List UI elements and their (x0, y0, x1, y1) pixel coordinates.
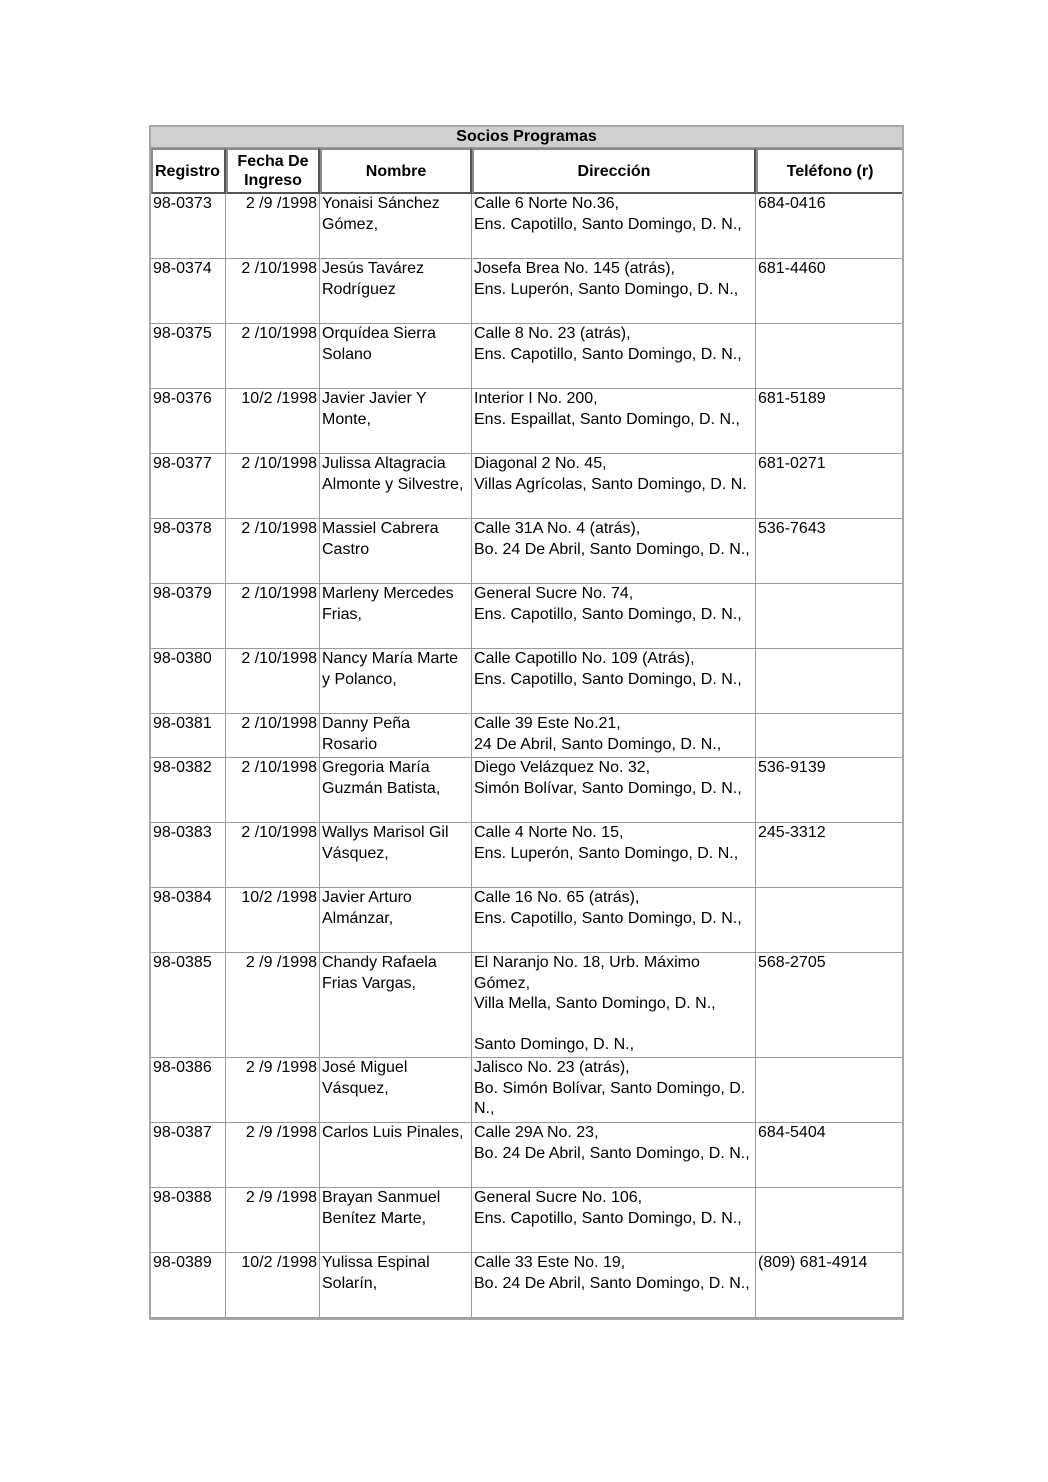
direccion-line-1: Calle 16 No. 65 (atrás), (474, 889, 640, 907)
table-row (151, 259, 902, 324)
cell-telefono (756, 714, 902, 758)
cell-nombre: Wallys Marisol Gil Vásquez, (320, 823, 472, 888)
direccion-line-2: Simón Bolívar, Santo Domingo, D. N., (474, 779, 742, 797)
cell-direccion (472, 888, 756, 953)
direccion-line-1: Diagonal 2 No. 45, (474, 455, 607, 473)
direccion-line-2: Villas Agrícolas, Santo Domingo, D. N. (474, 475, 747, 493)
direccion-line-2: Ens. Luperón, Santo Domingo, D. N., (474, 280, 739, 298)
cell-telefono: 681-5189 (756, 389, 902, 454)
cell-fecha-ingreso: 2 /10/1998 (226, 823, 320, 888)
cell-registro: 98-0389 (151, 1253, 226, 1318)
table-row (151, 1058, 902, 1123)
table-row (151, 823, 902, 888)
cell-nombre: Nancy María Marte y Polanco, (320, 649, 472, 714)
cell-registro: 98-0381 (151, 714, 226, 758)
cell-direccion (472, 454, 756, 519)
cell-telefono: 568-2705 (756, 953, 902, 1058)
cell-nombre: Gregoria María Guzmán Batista, (320, 758, 472, 823)
direccion-line-2: Villa Mella, Santo Domingo, D. N., (474, 995, 716, 1013)
table-title: Socios Programas (151, 127, 902, 148)
cell-registro: 98-0387 (151, 1123, 226, 1188)
direccion-line-2: Ens. Capotillo, Santo Domingo, D. N., (474, 670, 742, 688)
header-telefono: Teléfono (r) (756, 148, 902, 194)
cell-fecha-ingreso: 2 /9 /1998 (226, 1058, 320, 1123)
direccion-line-2: Bo. 24 De Abril, Santo Domingo, D. N., (474, 1274, 750, 1292)
cell-nombre: José Miguel Vásquez, (320, 1058, 472, 1123)
cell-nombre: Brayan Sanmuel Benítez Marte, (320, 1188, 472, 1253)
cell-registro: 98-0375 (151, 324, 226, 389)
cell-direccion (472, 1253, 756, 1318)
cell-fecha-ingreso: 2 /10/1998 (226, 649, 320, 714)
direccion-line-1: Calle 29A No. 23, (474, 1124, 599, 1142)
cell-direccion (472, 194, 756, 259)
table-row (151, 324, 902, 389)
table-row (151, 194, 902, 259)
table-row (151, 758, 902, 823)
cell-fecha-ingreso: 10/2 /1998 (226, 888, 320, 953)
direccion-line-1: Interior I No. 200, (474, 390, 598, 408)
table-row (151, 953, 902, 1058)
cell-direccion (472, 649, 756, 714)
cell-fecha-ingreso: 2 /9 /1998 (226, 953, 320, 1058)
header-fecha-line2: Ingreso (244, 172, 302, 190)
cell-fecha-ingreso: 2 /9 /1998 (226, 1188, 320, 1253)
cell-nombre: Julissa Altagracia Almonte y Silvestre, (320, 454, 472, 519)
direccion-line-1: Diego Velázquez No. 32, (474, 759, 651, 777)
table-row (151, 389, 902, 454)
direccion-line-2: Ens. Capotillo, Santo Domingo, D. N., (474, 1209, 742, 1227)
direccion-line-2: Ens. Capotillo, Santo Domingo, D. N., (474, 605, 742, 623)
direccion-line-1: Calle 31A No. 4 (atrás), (474, 520, 641, 538)
direccion-line-2: Ens. Luperón, Santo Domingo, D. N., (474, 844, 739, 862)
cell-telefono: 536-9139 (756, 758, 902, 823)
direccion-line-1: Calle 4 Norte No. 15, (474, 824, 624, 842)
cell-telefono (756, 888, 902, 953)
cell-fecha-ingreso: 2 /10/1998 (226, 758, 320, 823)
cell-direccion (472, 714, 756, 758)
direccion-line-2: Ens. Capotillo, Santo Domingo, D. N., (474, 215, 742, 233)
cell-telefono: 681-4460 (756, 259, 902, 324)
cell-direccion (472, 259, 756, 324)
header-row (151, 148, 902, 194)
cell-nombre: Marleny Mercedes Frias, (320, 584, 472, 649)
direccion-line-2: Bo. Simón Bolívar, Santo Domingo, D. N., (474, 1079, 746, 1118)
table-row (151, 1123, 902, 1188)
cell-fecha-ingreso: 2 /10/1998 (226, 519, 320, 584)
cell-nombre: Danny Peña Rosario (320, 714, 472, 758)
header-fecha-line1: Fecha De (237, 153, 309, 171)
cell-nombre: Massiel Cabrera Castro (320, 519, 472, 584)
cell-telefono (756, 584, 902, 649)
direccion-line-2: Ens. Capotillo, Santo Domingo, D. N., (474, 345, 742, 363)
cell-registro: 98-0379 (151, 584, 226, 649)
cell-direccion (472, 324, 756, 389)
header-nombre: Nombre (320, 148, 472, 194)
direccion-line-2: Ens. Espaillat, Santo Domingo, D. N., (474, 410, 740, 428)
cell-nombre: Carlos Luis Pinales, (320, 1123, 472, 1188)
cell-registro: 98-0386 (151, 1058, 226, 1123)
table-row (151, 888, 902, 953)
cell-fecha-ingreso: 10/2 /1998 (226, 389, 320, 454)
cell-fecha-ingreso: 2 /10/1998 (226, 259, 320, 324)
cell-direccion (472, 519, 756, 584)
cell-fecha-ingreso: 2 /10/1998 (226, 454, 320, 519)
table-row (151, 1188, 902, 1253)
table-row (151, 454, 902, 519)
cell-telefono: 681-0271 (756, 454, 902, 519)
cell-registro: 98-0378 (151, 519, 226, 584)
cell-telefono (756, 649, 902, 714)
table-body (151, 194, 902, 1318)
cell-direccion (472, 1058, 756, 1123)
cell-registro: 98-0385 (151, 953, 226, 1058)
cell-registro: 98-0382 (151, 758, 226, 823)
direccion-line-1: Jalisco No. 23 (atrás), (474, 1059, 630, 1077)
cell-direccion (472, 389, 756, 454)
cell-telefono: 536-7643 (756, 519, 902, 584)
direccion-line-2: Bo. 24 De Abril, Santo Domingo, D. N., (474, 1144, 750, 1162)
socios-table-container (149, 125, 900, 1320)
direccion-line-1: Calle 33 Este No. 19, (474, 1254, 626, 1272)
cell-direccion (472, 953, 756, 1058)
cell-nombre: Yonaisi Sánchez Gómez, (320, 194, 472, 259)
cell-registro: 98-0388 (151, 1188, 226, 1253)
direccion-line-2: Bo. 24 De Abril, Santo Domingo, D. N., (474, 540, 750, 558)
header-direccion: Dirección (472, 148, 756, 194)
direccion-line-3: Santo Domingo, D. N., (474, 1036, 635, 1054)
cell-telefono: (809) 681-4914 (756, 1253, 902, 1318)
cell-direccion (472, 1188, 756, 1253)
cell-registro: 98-0376 (151, 389, 226, 454)
header-fecha-ingreso (226, 148, 320, 194)
cell-telefono (756, 1058, 902, 1123)
cell-direccion (472, 758, 756, 823)
direccion-line-1: Calle Capotillo No. 109 (Atrás), (474, 650, 695, 668)
cell-nombre: Javier Javier Y Monte, (320, 389, 472, 454)
socios-table (149, 125, 904, 1320)
direccion-line-1: General Sucre No. 106, (474, 1189, 643, 1207)
cell-direccion (472, 1123, 756, 1188)
direccion-line-1: Calle 8 No. 23 (atrás), (474, 325, 631, 343)
cell-registro: 98-0384 (151, 888, 226, 953)
cell-nombre: Orquídea Sierra Solano (320, 324, 472, 389)
cell-telefono (756, 1188, 902, 1253)
direccion-line-1: El Naranjo No. 18, Urb. Máximo Gómez, (474, 954, 700, 992)
cell-fecha-ingreso: 2 /9 /1998 (226, 1123, 320, 1188)
cell-registro: 98-0383 (151, 823, 226, 888)
direccion-line-1: Calle 39 Este No.21, (474, 715, 621, 733)
cell-fecha-ingreso: 10/2 /1998 (226, 1253, 320, 1318)
cell-registro: 98-0373 (151, 194, 226, 259)
cell-registro: 98-0380 (151, 649, 226, 714)
cell-telefono: 684-5404 (756, 1123, 902, 1188)
direccion-line-1: General Sucre No. 74, (474, 585, 634, 603)
cell-fecha-ingreso: 2 /9 /1998 (226, 194, 320, 259)
cell-telefono (756, 324, 902, 389)
cell-fecha-ingreso: 2 /10/1998 (226, 714, 320, 758)
header-registro: Registro (151, 148, 226, 194)
cell-nombre: Javier Arturo Almánzar, (320, 888, 472, 953)
cell-nombre: Chandy Rafaela Frias Vargas, (320, 953, 472, 1058)
cell-telefono: 684-0416 (756, 194, 902, 259)
table-row (151, 584, 902, 649)
cell-telefono: 245-3312 (756, 823, 902, 888)
table-row (151, 519, 902, 584)
cell-nombre: Yulissa Espinal Solarín, (320, 1253, 472, 1318)
table-row (151, 714, 902, 758)
cell-fecha-ingreso: 2 /10/1998 (226, 324, 320, 389)
direccion-line-1: Josefa Brea No. 145 (atrás), (474, 260, 675, 278)
cell-fecha-ingreso: 2 /10/1998 (226, 584, 320, 649)
cell-registro: 98-0374 (151, 259, 226, 324)
direccion-line-2: Ens. Capotillo, Santo Domingo, D. N., (474, 909, 742, 927)
cell-direccion (472, 823, 756, 888)
direccion-line-1: Calle 6 Norte No.36, (474, 195, 619, 213)
cell-nombre: Jesús Tavárez Rodríguez (320, 259, 472, 324)
table-row (151, 649, 902, 714)
direccion-line-2: 24 De Abril, Santo Domingo, D. N., (474, 735, 722, 753)
direccion-spacer (474, 1015, 753, 1035)
cell-direccion (472, 584, 756, 649)
table-row (151, 1253, 902, 1318)
cell-registro: 98-0377 (151, 454, 226, 519)
